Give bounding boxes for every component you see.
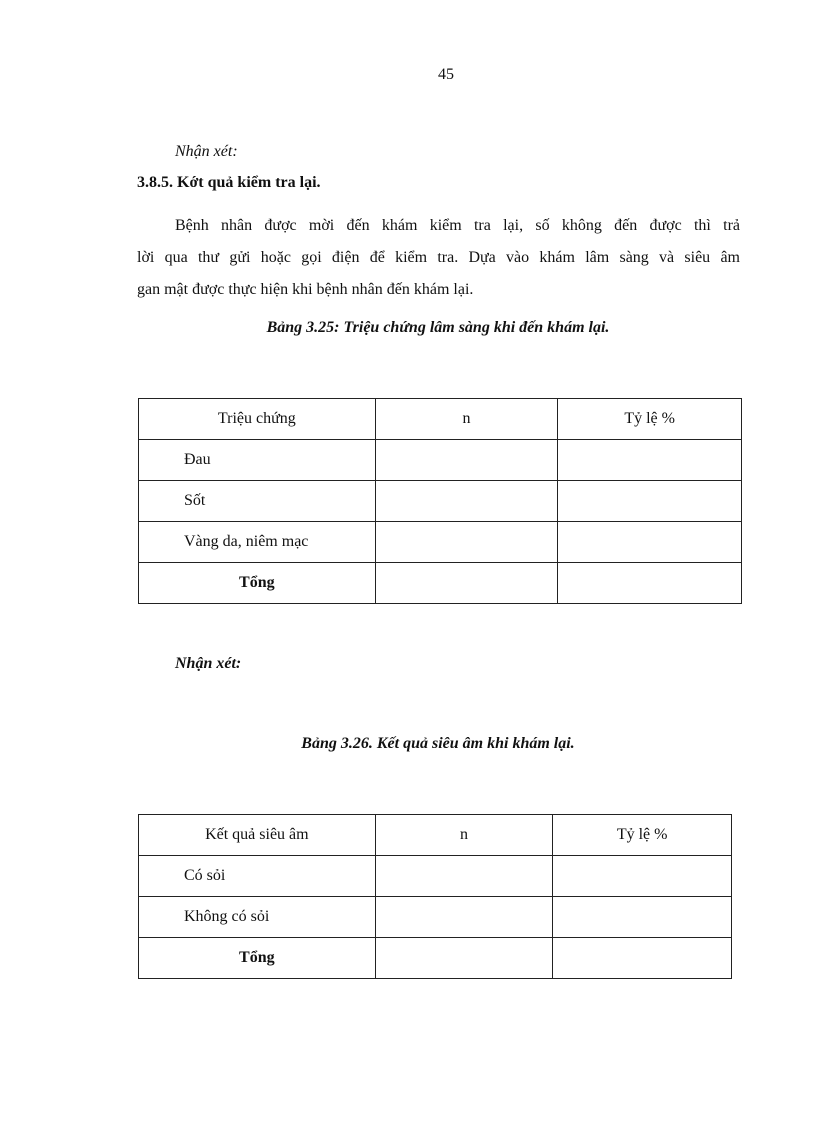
table-total-row — [139, 563, 742, 604]
table-total-row — [139, 938, 732, 979]
empty-cell — [553, 897, 732, 938]
empty-cell — [375, 856, 553, 897]
table-row — [139, 522, 742, 563]
empty-cell — [375, 522, 558, 563]
row-label: Sốt — [139, 481, 376, 522]
table1-caption: Bảng 3.25: Triệu chứng lâm sàng khi đến khám lại. — [266, 319, 610, 336]
empty-cell — [375, 897, 553, 938]
header-cell: n — [375, 815, 553, 856]
header-cell: Tỷ lệ % — [558, 399, 742, 440]
empty-cell — [375, 563, 558, 604]
empty-cell — [558, 522, 742, 563]
ultrasound-table — [138, 814, 732, 979]
empty-cell — [375, 938, 553, 979]
row-label: Vàng da, niêm mạc — [139, 522, 376, 563]
table-row — [139, 897, 732, 938]
paragraph-line: gan mật được thực hiện khi bệnh nhân đến khám lại. — [137, 281, 474, 298]
section-heading: 3.8.5. Kớt quả kiểm tra lại. — [137, 174, 321, 191]
page-number: 45 — [438, 66, 454, 83]
table-row — [139, 481, 742, 522]
row-label: Không có sỏi — [139, 897, 376, 938]
paragraph-line: Bệnh nhân được mời đến khám kiểm tra lại, số không đến được thì trả — [175, 217, 740, 234]
body-paragraph — [137, 210, 740, 306]
header-cell: Triệu chứng — [139, 399, 376, 440]
empty-cell — [375, 440, 558, 481]
row-label: Có sỏi — [139, 856, 376, 897]
total-label: Tổng — [139, 563, 376, 604]
empty-cell — [375, 481, 558, 522]
table-row — [139, 440, 742, 481]
empty-cell — [558, 481, 742, 522]
header-cell: Tỷ lệ % — [553, 815, 732, 856]
header-cell: n — [375, 399, 558, 440]
empty-cell — [558, 563, 742, 604]
header-cell: Kết quả siêu âm — [139, 815, 376, 856]
table-header-row — [139, 399, 742, 440]
table-row — [139, 856, 732, 897]
remark-label-2: Nhận xét: — [175, 655, 242, 672]
symptoms-table — [138, 398, 742, 604]
empty-cell — [558, 440, 742, 481]
total-label: Tổng — [139, 938, 376, 979]
table2-caption: Bảng 3.26. Kết quả siêu âm khi khám lại. — [301, 735, 575, 752]
remark-label: Nhận xét: — [175, 143, 238, 160]
row-label: Đau — [139, 440, 376, 481]
table-header-row — [139, 815, 732, 856]
paragraph-line: lời qua thư gửi hoặc gọi điện để kiểm tra. Dựa vào khám lâm sàng và siêu âm — [137, 249, 740, 266]
empty-cell — [553, 938, 732, 979]
empty-cell — [553, 856, 732, 897]
